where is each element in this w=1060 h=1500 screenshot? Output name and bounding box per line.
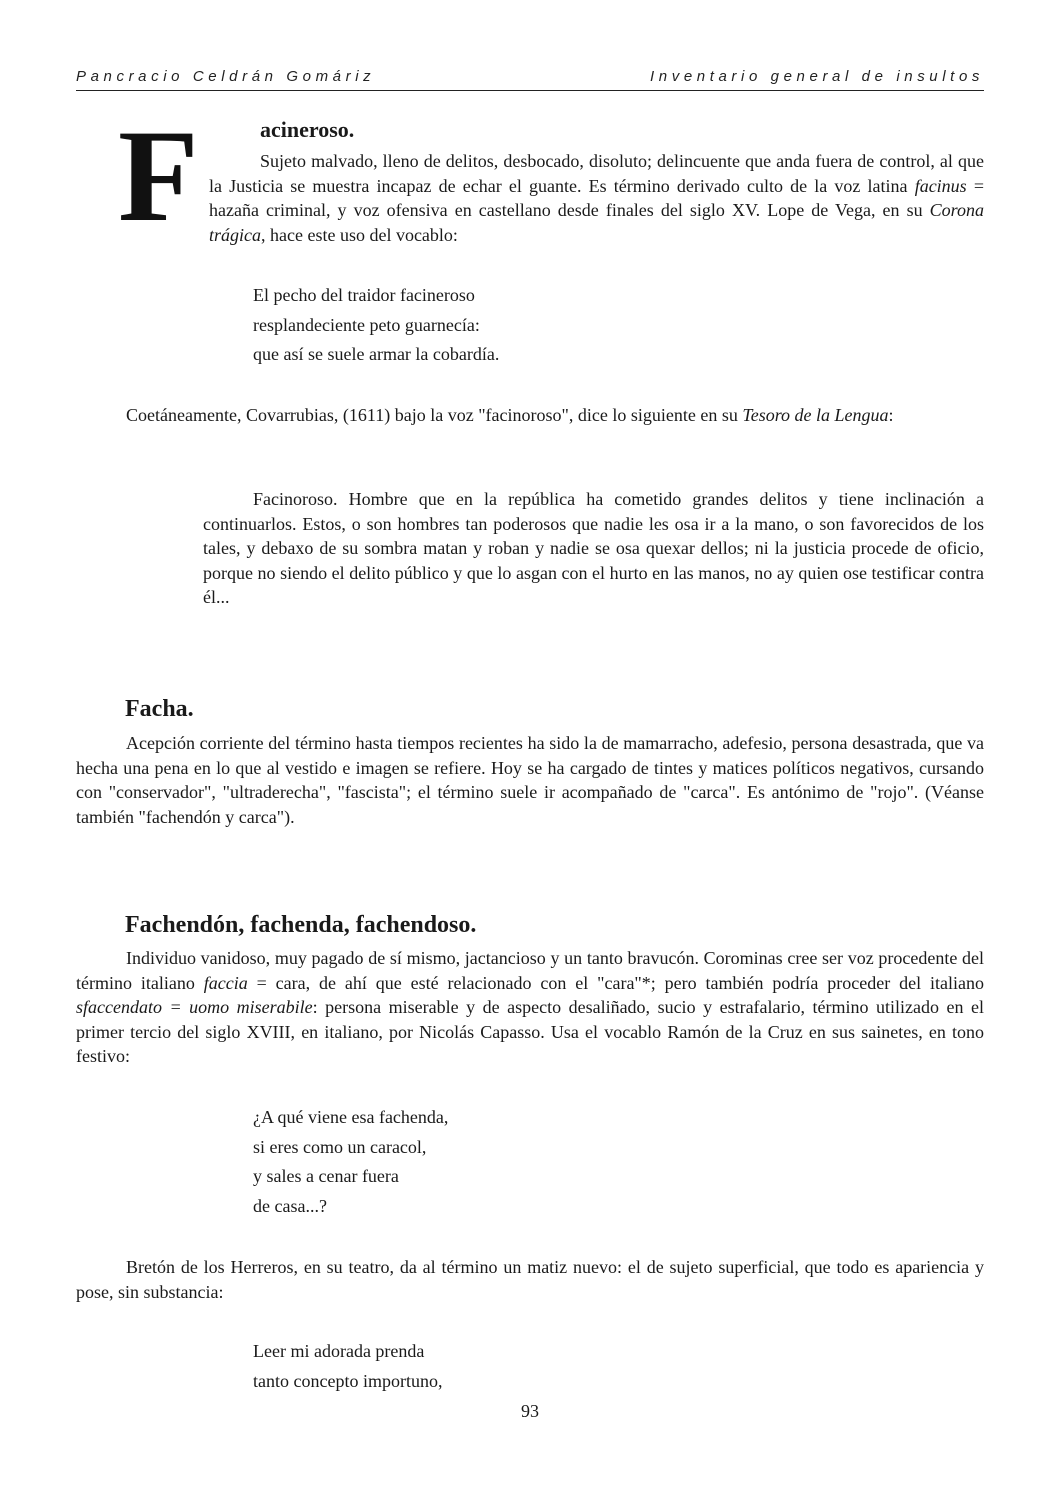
- verse-line: resplandeciente peto guarnecía:: [253, 314, 480, 335]
- verse-breton: [253, 1337, 442, 1396]
- entry-body-facineroso: Sujeto malvado, lleno de delitos, desbocado, disoluto; delincuente que anda fuera de control, al que la Justicia se muestra incapaz de echar el guante. Es término derivado culto de la voz latina facinus = hazaña criminal, y voz ofensiva en castellano desde finales del siglo XV. Lope de Vega, en su Corona trágica, hace este uso del vocablo:: [209, 151, 984, 245]
- drop-cap-letter: F: [118, 102, 199, 249]
- verse-line: ¿A qué viene esa fachenda,: [253, 1107, 449, 1127]
- entry-title-facineroso: acineroso.: [260, 117, 355, 142]
- entry-body-fachendon: Individuo vanidoso, muy pagado de sí mismo, jactancioso y un tanto bravucón. Corominas cree ser voz procedente del término italiano faccia = cara, de ahí que esté relacionado con el "cara"*; pero también podría proceder del italiano sfaccendato = uomo miserabile: persona miserable y de aspecto desaliñado, sucio y estrafalario, término utilizado en el primer tercio del siglo XVIII, en italiano, por Nicolás Capasso. Usa el vocablo Ramón de la Cruz en sus sainetes, en tono festivo:: [76, 948, 984, 1066]
- verse-line: si eres como un caracol,: [253, 1136, 427, 1157]
- verse-line: que así se suele armar la cobardía.: [253, 344, 500, 364]
- verse-line: Leer mi adorada prenda: [253, 1341, 425, 1361]
- page-number: 93: [521, 1401, 539, 1421]
- verse-line: El pecho del traidor facineroso: [253, 285, 475, 305]
- entry-body-facha: Acepción corriente del término hasta tiempos recientes ha sido la de mamarracho, adefesio, persona desastrada, que va hecha una pena en lo que al vestido e imagen se refiere. Hoy se ha cargado de tintes y matices políticos negativos, cursando con "conservador", "ultraderecha", "fascista"; el término suele ir acompañado de "carca". Es antónimo de "rojo". (Véanse también "fachendón y carca").: [76, 733, 984, 827]
- paragraph-covarrubias: Coetáneamente, Covarrubias, (1611) bajo la voz "facinoroso", dice lo siguiente en su Tesoro de la Lengua:: [126, 405, 894, 425]
- verse-line: de casa...?: [253, 1195, 327, 1216]
- block-quote-covarrubias: Facinoroso. Hombre que en la república ha cometido grandes delitos y tiene inclinación a continuarlos. Estos, o son hombres tan poderosos que nadie les osa ir a la mano, o son favorecidos de los tales, y debaxo de su sombra matan y roban y nadie se osa quexar dellos; ni la justicia procede de oficio, porque no siendo el delito público y que lo asgan con el hurto en las manos, no ay quien ose testificar contra él...: [203, 489, 984, 607]
- verse-line: tanto concepto importuno,: [253, 1370, 443, 1391]
- verse-line: y sales a cenar fuera: [253, 1166, 399, 1186]
- header-author: Pancracio Celdrán Gomáriz: [76, 68, 376, 85]
- header-book-title: Inventario general de insultos: [650, 68, 984, 85]
- entry-title-facha: Facha.: [125, 696, 194, 722]
- running-header: [76, 68, 984, 91]
- verse-ramon-de-la-cruz: [253, 1103, 448, 1221]
- entry-title-fachendon: Fachendón, fachenda, fachendoso.: [125, 912, 477, 938]
- verse-lope: [253, 281, 499, 370]
- paragraph-breton: Bretón de los Herreros, en su teatro, da al término un matiz nuevo: el de sujeto superficial, que todo es apariencia y pose, sin substancia:: [76, 1257, 984, 1302]
